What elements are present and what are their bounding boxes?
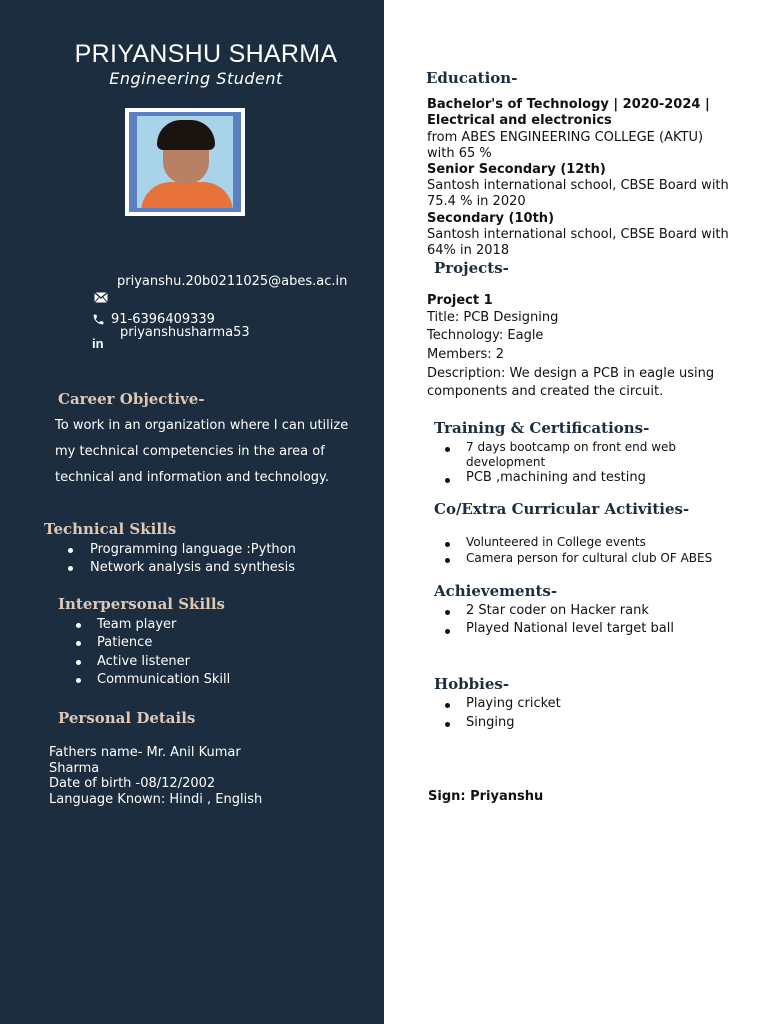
career-objective-heading: Career Objective- <box>58 390 205 408</box>
bullet-icon <box>445 722 450 727</box>
email-text[interactable]: priyanshu.20b0211025@abes.ac.in <box>117 274 348 289</box>
bullet-icon <box>76 660 81 665</box>
career-objective-line: To work in an organization where I can utilize <box>55 418 349 433</box>
education-heading: Education- <box>426 69 518 87</box>
bullet-icon <box>445 542 450 547</box>
bullet-icon <box>445 703 450 708</box>
senior-secondary-line: Santosh international school, CBSE Board with <box>427 178 729 193</box>
bullet-icon <box>445 610 450 615</box>
linkedin-text[interactable]: priyanshusharma53 <box>120 325 250 340</box>
phone-text[interactable]: 91-6396409339 <box>111 312 215 327</box>
envelope-icon <box>94 292 108 303</box>
list-item: Singing <box>466 715 515 730</box>
project-line: Technology: Eagle <box>427 328 544 343</box>
degree-line: Bachelor's of Technology | 2020-2024 | <box>427 97 710 112</box>
bullet-icon <box>445 478 450 483</box>
bullet-icon <box>445 629 450 634</box>
resume-name: PRIYANSHU SHARMA <box>74 40 338 68</box>
bullet-icon <box>76 641 81 646</box>
list-item: PCB ,machining and testing <box>466 470 646 485</box>
project-line: Title: PCB Designing <box>427 310 559 325</box>
bullet-icon <box>76 623 81 628</box>
interpersonal-skills-heading: Interpersonal Skills <box>58 595 225 613</box>
bullet-icon <box>68 566 73 571</box>
training-heading: Training & Certifications- <box>434 419 650 437</box>
personal-detail-line: Language Known: Hindi , English <box>49 792 263 807</box>
bullet-icon <box>445 558 450 563</box>
project-title: Project 1 <box>427 293 493 308</box>
list-item: Volunteered in College events <box>466 535 646 549</box>
list-item: Network analysis and synthesis <box>90 560 295 575</box>
list-item: 2 Star coder on Hacker rank <box>466 603 649 618</box>
list-item: Played National level target ball <box>466 621 674 636</box>
college-line: from ABES ENGINEERING COLLEGE (AKTU) <box>427 130 704 145</box>
linkedin-icon: in <box>92 336 104 351</box>
list-item: Communication Skill <box>97 672 231 687</box>
phone-icon <box>92 313 105 326</box>
bullet-icon <box>68 548 73 553</box>
secondary-line: 64% in 2018 <box>427 243 510 258</box>
list-item: Camera person for cultural club OF ABES <box>466 551 713 565</box>
hobbies-heading: Hobbies- <box>434 675 510 693</box>
list-item: Playing cricket <box>466 696 561 711</box>
college-line: with 65 % <box>427 146 492 161</box>
extra-activities-heading: Co/Extra Curricular Activities- <box>434 500 690 518</box>
signature: Sign: Priyanshu <box>428 789 544 804</box>
personal-detail-line: Fathers name- Mr. Anil Kumar <box>49 745 241 760</box>
project-line: Members: 2 <box>427 347 505 362</box>
senior-secondary-line: 75.4 % in 2020 <box>427 194 526 209</box>
bullet-icon <box>445 447 450 452</box>
personal-details-heading: Personal Details <box>58 709 196 727</box>
list-item: Patience <box>97 635 153 650</box>
profile-photo <box>125 108 245 216</box>
bullet-icon <box>76 678 81 683</box>
secondary-title: Secondary (10th) <box>427 211 555 226</box>
career-objective-line: technical and information and technology. <box>55 470 329 485</box>
projects-heading: Projects- <box>434 259 509 277</box>
senior-secondary-title: Senior Secondary (12th) <box>427 162 606 177</box>
degree-line: Electrical and electronics <box>427 113 612 128</box>
list-item: Programming language :Python <box>90 542 296 557</box>
list-item: Active listener <box>97 654 191 669</box>
technical-skills-heading: Technical Skills <box>44 520 177 538</box>
list-item: 7 days bootcamp on front end web <box>466 440 677 454</box>
personal-detail-line: Sharma <box>49 761 100 776</box>
list-item: Team player <box>97 617 177 632</box>
career-objective-line: my technical competencies in the area of <box>55 444 325 459</box>
achievements-heading: Achievements- <box>434 582 558 600</box>
resume-role: Engineering Student <box>109 69 283 88</box>
project-line: Description: We design a PCB in eagle using <box>427 366 715 381</box>
project-line: components and created the circuit. <box>427 384 664 399</box>
secondary-line: Santosh international school, CBSE Board with <box>427 227 729 242</box>
personal-detail-line: Date of birth -08/12/2002 <box>49 776 216 791</box>
list-item: development <box>466 455 546 469</box>
